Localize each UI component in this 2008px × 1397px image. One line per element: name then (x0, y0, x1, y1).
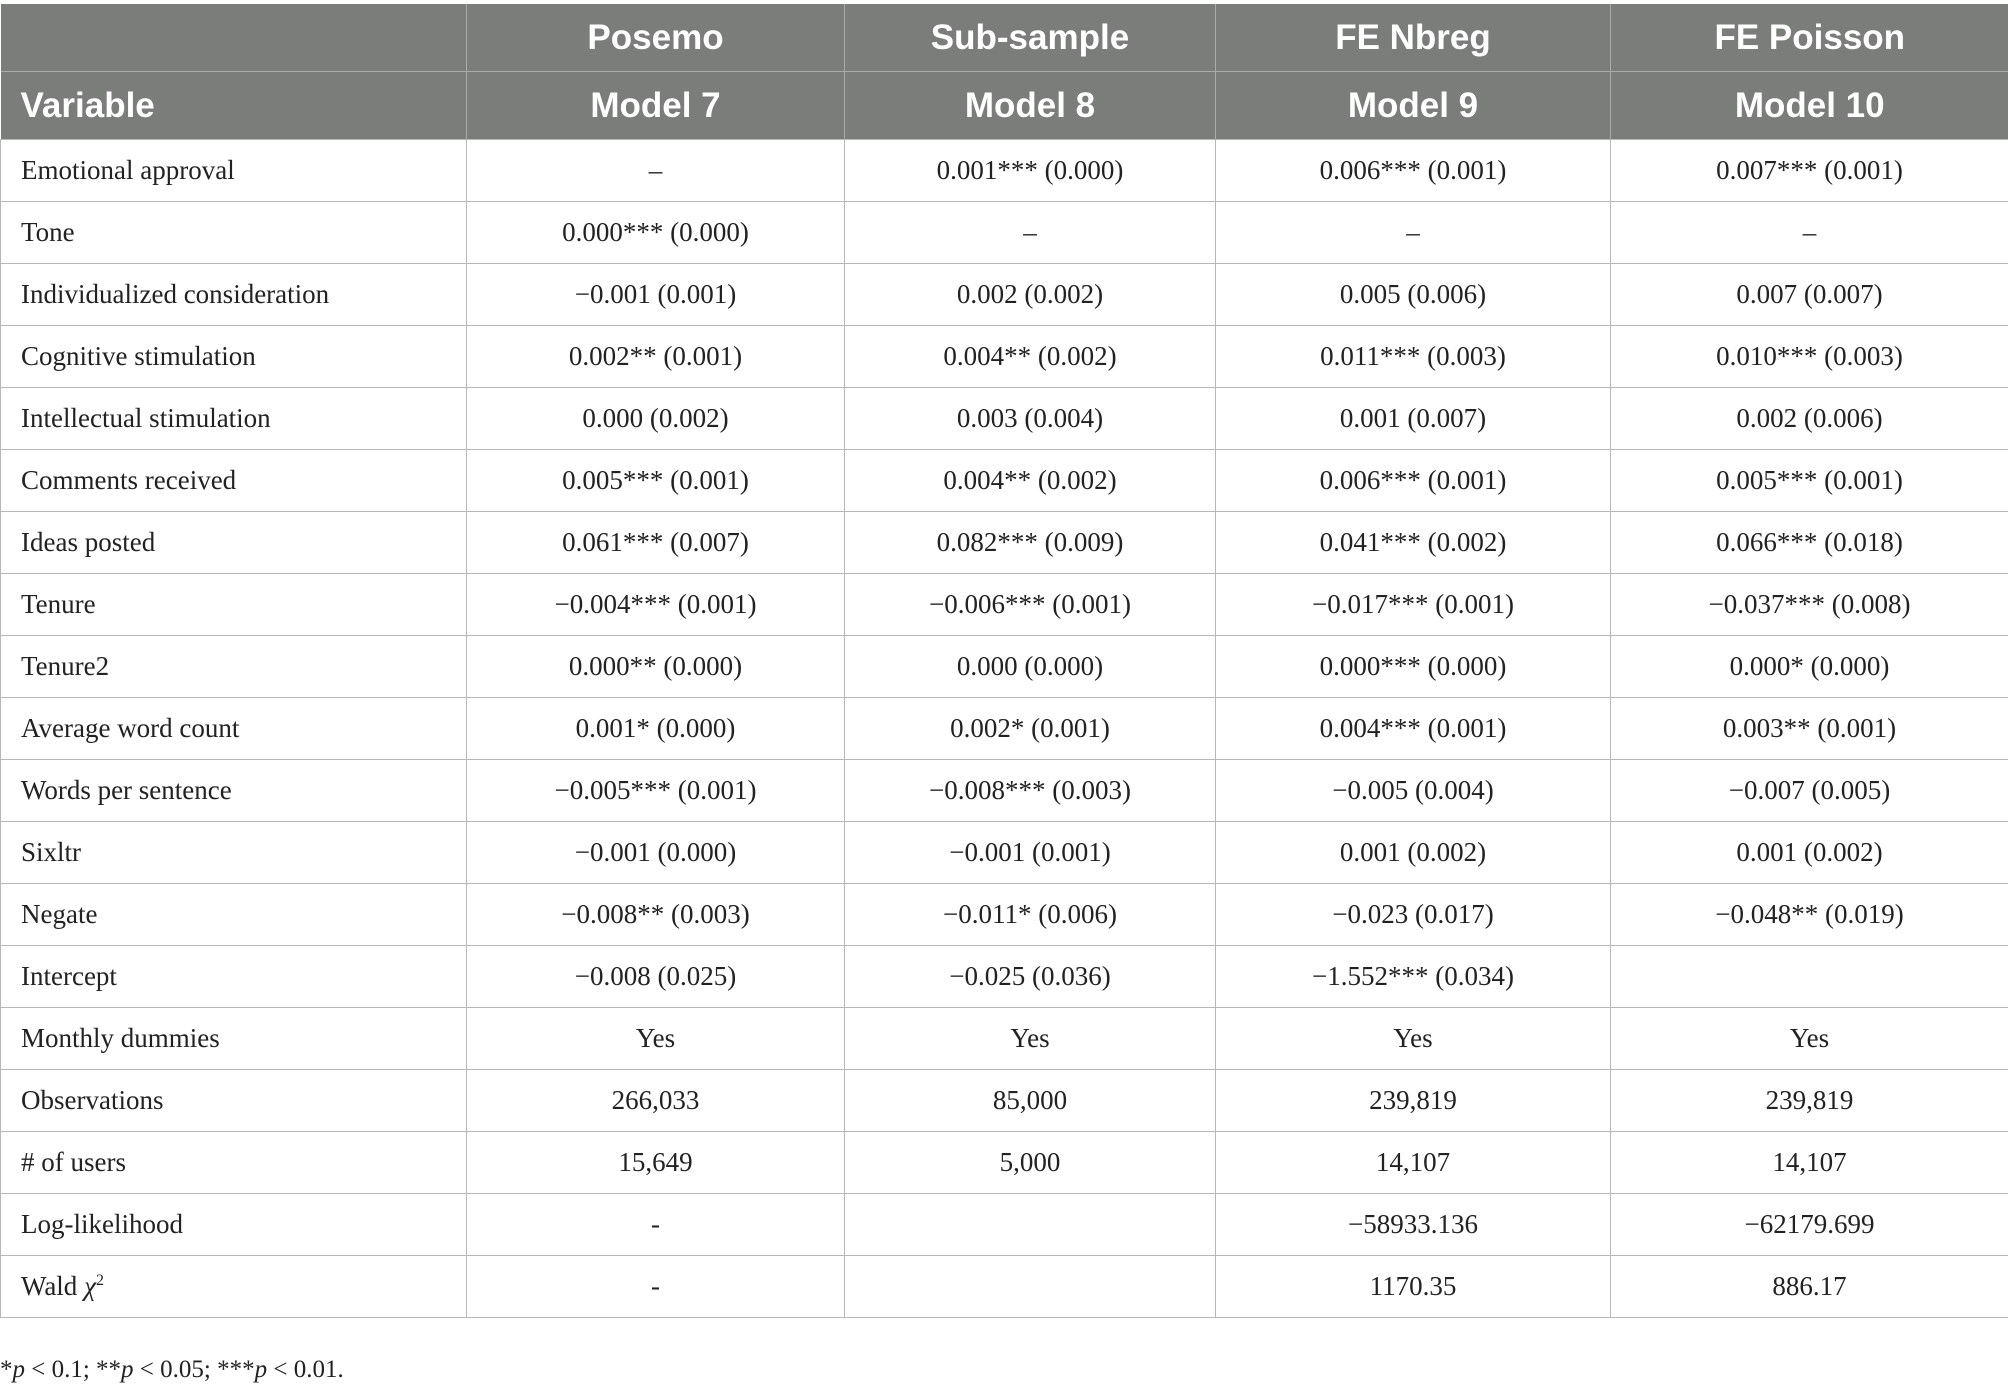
table-footnote (0, 1356, 344, 1384)
header-model-cell: Model 10 (1611, 72, 2008, 140)
table-cell: 0.066*** (0.018) (1611, 512, 2008, 574)
table-cell: 0.002** (0.001) (467, 326, 845, 388)
table-cell: 0.000* (0.000) (1611, 636, 2008, 698)
table-cell: −0.001 (0.001) (845, 822, 1216, 884)
table-cell: 0.011*** (0.003) (1216, 326, 1611, 388)
row-label: Tenure2 (1, 636, 467, 698)
header-model-cell: Model 8 (845, 72, 1216, 140)
table-cell: 0.003 (0.004) (845, 388, 1216, 450)
table-cell: 14,107 (1216, 1132, 1611, 1194)
footnote-p: p (12, 1356, 25, 1383)
chi-symbol: χ (84, 1271, 96, 1301)
table-cell: 0.010*** (0.003) (1611, 326, 2008, 388)
table-cell: 0.001 (0.002) (1611, 822, 2008, 884)
table-row (1, 140, 2008, 202)
table-cell: 0.000*** (0.000) (1216, 636, 1611, 698)
footnote-text: < 0.1; ** (25, 1356, 122, 1383)
chi-superscript: 2 (95, 1272, 104, 1289)
table-cell: 0.001 (0.002) (1216, 822, 1611, 884)
footnote-text: < 0.01. (267, 1356, 344, 1383)
table-cell: −0.011* (0.006) (845, 884, 1216, 946)
row-label: Tenure (1, 574, 467, 636)
table-cell: 0.001*** (0.000) (845, 140, 1216, 202)
table-cell (845, 1194, 1216, 1256)
header-group-cell: FE Nbreg (1216, 4, 1611, 72)
table-cell: – (845, 202, 1216, 264)
table-cell: −0.008** (0.003) (467, 884, 845, 946)
row-label: Words per sentence (1, 760, 467, 822)
table-cell: 0.003** (0.001) (1611, 698, 2008, 760)
table-cell: 1170.35 (1216, 1256, 1611, 1318)
table-cell: 14,107 (1611, 1132, 2008, 1194)
header-group-cell: FE Poisson (1611, 4, 2008, 72)
row-label: Intercept (1, 946, 467, 1008)
table-cell: 85,000 (845, 1070, 1216, 1132)
table-cell: Yes (1216, 1008, 1611, 1070)
header-group-row (1, 4, 2008, 72)
footnote-text: < 0.05; *** (133, 1356, 255, 1383)
table-row (1, 884, 2008, 946)
table-cell (845, 1256, 1216, 1318)
table-row (1, 574, 2008, 636)
table-cell: −1.552*** (0.034) (1216, 946, 1611, 1008)
table-cell: Yes (1611, 1008, 2008, 1070)
table-cell: 0.000** (0.000) (467, 636, 845, 698)
table-cell: −0.008 (0.025) (467, 946, 845, 1008)
header-group-cell (1, 4, 467, 72)
table-cell: - (467, 1194, 845, 1256)
table-row (1, 1194, 2008, 1256)
table-cell: 0.002 (0.002) (845, 264, 1216, 326)
table-row (1, 636, 2008, 698)
wald-label-text: Wald (21, 1271, 78, 1301)
table-cell: 0.005*** (0.001) (467, 450, 845, 512)
table-cell: 239,819 (1611, 1070, 2008, 1132)
table-cell: 239,819 (1216, 1070, 1611, 1132)
table-cell (1611, 946, 2008, 1008)
table-row (1, 822, 2008, 884)
table-cell: −0.007 (0.005) (1611, 760, 2008, 822)
table-cell: −0.001 (0.001) (467, 264, 845, 326)
table-row (1, 512, 2008, 574)
table-cell: 0.000 (0.002) (467, 388, 845, 450)
table-cell: −0.017*** (0.001) (1216, 574, 1611, 636)
row-label: # of users (1, 1132, 467, 1194)
table-cell: 0.000 (0.000) (845, 636, 1216, 698)
header-group-cell: Posemo (467, 4, 845, 72)
row-label: Ideas posted (1, 512, 467, 574)
table-cell: 0.001 (0.007) (1216, 388, 1611, 450)
row-label: Average word count (1, 698, 467, 760)
table-cell: 0.005 (0.006) (1216, 264, 1611, 326)
table-cell: −0.025 (0.036) (845, 946, 1216, 1008)
table-cell: −62179.699 (1611, 1194, 2008, 1256)
table-cell: −0.005*** (0.001) (467, 760, 845, 822)
table-row (1, 202, 2008, 264)
table-row-wald (1, 1256, 2008, 1318)
table-cell: 0.004** (0.002) (845, 326, 1216, 388)
row-label: Negate (1, 884, 467, 946)
regression-table-container (0, 4, 2008, 1318)
row-label: Monthly dummies (1, 1008, 467, 1070)
table-cell: Yes (467, 1008, 845, 1070)
table-cell: 5,000 (845, 1132, 1216, 1194)
table-cell: 0.002 (0.006) (1611, 388, 2008, 450)
header-group-cell: Sub-sample (845, 4, 1216, 72)
table-row (1, 388, 2008, 450)
row-label: Emotional approval (1, 140, 467, 202)
footnote-p: p (121, 1356, 134, 1383)
table-row (1, 698, 2008, 760)
table-cell: −0.004*** (0.001) (467, 574, 845, 636)
table-cell: −0.048** (0.019) (1611, 884, 2008, 946)
table-cell: 0.000*** (0.000) (467, 202, 845, 264)
header-variable-cell: Variable (1, 72, 467, 140)
table-row (1, 450, 2008, 512)
table-cell: 0.002* (0.001) (845, 698, 1216, 760)
regression-table (0, 4, 2008, 1318)
row-label: Intellectual stimulation (1, 388, 467, 450)
table-cell: 886.17 (1611, 1256, 2008, 1318)
table-cell: 0.006*** (0.001) (1216, 450, 1611, 512)
table-cell: 0.007*** (0.001) (1611, 140, 2008, 202)
table-row (1, 1008, 2008, 1070)
row-label: Observations (1, 1070, 467, 1132)
table-cell: – (1611, 202, 2008, 264)
table-cell: 0.005*** (0.001) (1611, 450, 2008, 512)
table-cell: - (467, 1256, 845, 1318)
footnote-p: p (254, 1356, 268, 1383)
table-cell: −0.006*** (0.001) (845, 574, 1216, 636)
header-model-cell: Model 9 (1216, 72, 1611, 140)
table-cell: −0.005 (0.004) (1216, 760, 1611, 822)
table-cell: −0.008*** (0.003) (845, 760, 1216, 822)
table-row (1, 1132, 2008, 1194)
table-row (1, 326, 2008, 388)
table-cell: −0.001 (0.000) (467, 822, 845, 884)
row-label: Cognitive stimulation (1, 326, 467, 388)
table-row (1, 264, 2008, 326)
footnote-lead: * (0, 1356, 13, 1383)
table-cell: 0.004** (0.002) (845, 450, 1216, 512)
row-label-wald (1, 1256, 467, 1318)
row-label: Individualized consideration (1, 264, 467, 326)
table-row (1, 1070, 2008, 1132)
table-cell: 0.007 (0.007) (1611, 264, 2008, 326)
table-cell: −58933.136 (1216, 1194, 1611, 1256)
table-cell: – (1216, 202, 1611, 264)
table-cell: −0.037*** (0.008) (1611, 574, 2008, 636)
table-cell: 15,649 (467, 1132, 845, 1194)
table-cell: −0.023 (0.017) (1216, 884, 1611, 946)
row-label: Comments received (1, 450, 467, 512)
table-cell: 0.061*** (0.007) (467, 512, 845, 574)
table-row (1, 760, 2008, 822)
row-label: Log-likelihood (1, 1194, 467, 1256)
table-cell: 0.004*** (0.001) (1216, 698, 1611, 760)
table-cell: Yes (845, 1008, 1216, 1070)
table-cell: 0.082*** (0.009) (845, 512, 1216, 574)
row-label: Sixltr (1, 822, 467, 884)
table-body (1, 140, 2008, 1318)
row-label: Tone (1, 202, 467, 264)
table-cell: – (467, 140, 845, 202)
table-cell: 266,033 (467, 1070, 845, 1132)
table-row (1, 946, 2008, 1008)
table-cell: 0.006*** (0.001) (1216, 140, 1611, 202)
header-model-cell: Model 7 (467, 72, 845, 140)
header-model-row (1, 72, 2008, 140)
table-cell: 0.041*** (0.002) (1216, 512, 1611, 574)
table-cell: 0.001* (0.000) (467, 698, 845, 760)
